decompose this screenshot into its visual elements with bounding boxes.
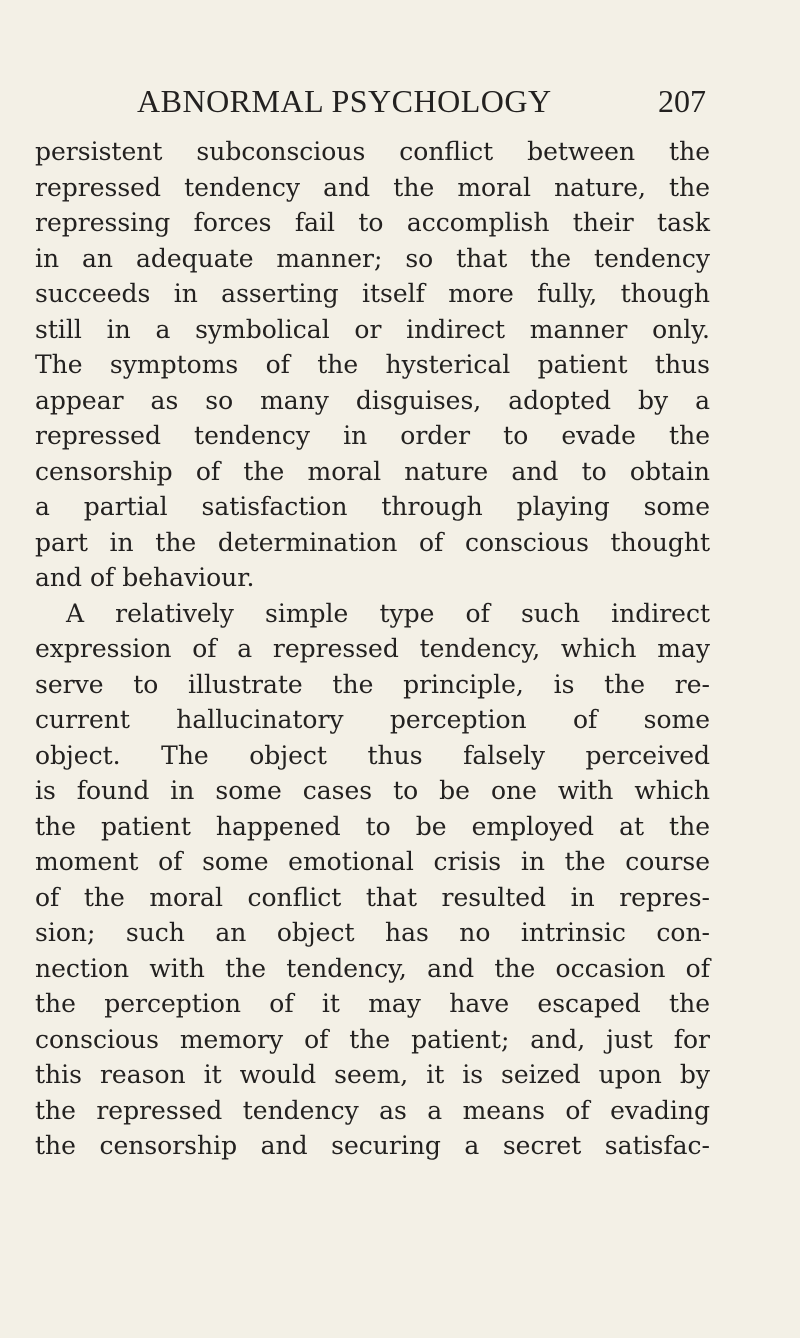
text-line: The symptoms of the hysterical patient thus	[35, 350, 710, 379]
text-line: succeeds in asserting itself more fully, though	[35, 279, 710, 308]
text-line: persistent subconscious conflict between the	[35, 137, 710, 166]
text-line: moment of some emotional crisis in the course	[35, 847, 710, 876]
text-line: and of behaviour.	[35, 563, 255, 592]
text-line: expression of a repressed tendency, which may	[35, 634, 710, 663]
running-title: ABNORMAL PSYCHOLOGY	[137, 83, 552, 119]
text-line: A relatively simple type of such indirect	[66, 598, 710, 628]
text-line: censorship of the moral nature and to obtain	[35, 456, 710, 486]
text-line: still in a symbolical or indirect manner only.	[35, 314, 710, 344]
text-line: a partial satisfaction through playing some	[35, 492, 710, 521]
text-line: repressed tendency and the moral nature, the	[35, 172, 710, 202]
text-line: appear as so many disguises, adopted by a	[35, 385, 710, 415]
text-line: conscious memory of the patient; and, just for	[35, 1024, 710, 1054]
text-line: the perception of it may have escaped the	[35, 989, 710, 1018]
page-number: 207	[658, 83, 706, 119]
body-text	[35, 134, 710, 1164]
text-line: the repressed tendency as a means of evading	[35, 1095, 710, 1125]
text-line: serve to illustrate the principle, is the re-	[35, 669, 710, 699]
text-line: sion; such an object has no intrinsic con-	[35, 918, 710, 947]
text-line: this reason it would seem, it is seized upon by	[35, 1060, 710, 1089]
text-line: is found in some cases to be one with which	[35, 776, 710, 805]
text-line: part in the determination of conscious thought	[35, 527, 710, 557]
running-head	[137, 81, 706, 121]
text-line: in an adequate manner; so that the tendency	[35, 243, 710, 273]
text-line: of the moral conflict that resulted in repres-	[35, 882, 710, 912]
text-line: current hallucinatory perception of some	[35, 705, 710, 734]
text-line: the patient happened to be employed at the	[35, 811, 710, 841]
text-line: object. The object thus falsely perceived	[35, 740, 710, 770]
text-line: the censorship and securing a secret satisfac-	[35, 1131, 710, 1160]
text-line: nection with the tendency, and the occasion of	[35, 953, 710, 983]
text-line: repressed tendency in order to evade the	[35, 421, 710, 450]
text-line: repressing forces fail to accomplish their task	[35, 208, 710, 237]
